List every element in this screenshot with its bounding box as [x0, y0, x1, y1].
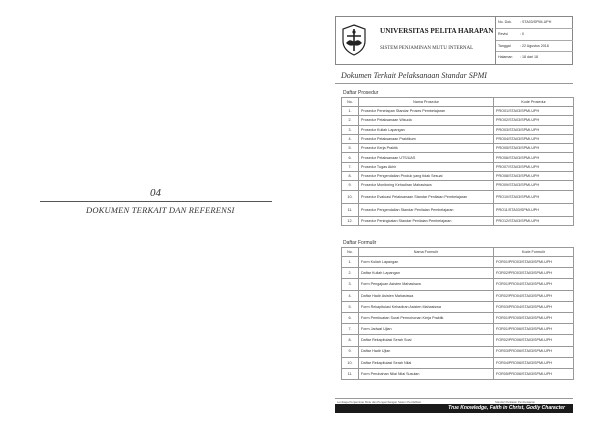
table-row [342, 181, 574, 190]
row-name: Daftar Rekapitulasi Serah Soal [359, 335, 494, 346]
meta-row: Tanggal : 22 Agustus 2018 [496, 41, 573, 53]
row-name: Prosedur Pengendalian Produk yang tidak Sesuai [359, 172, 494, 181]
procedure-section-title: Daftar Prosedur [343, 90, 379, 96]
row-number: 10. [342, 190, 359, 203]
chapter-number: 04 [150, 187, 161, 199]
meta-row: No. Dok. : STA03/SPMI-UPH [496, 17, 573, 29]
table-row [342, 290, 574, 301]
chapter-divider [40, 201, 272, 202]
row-name: Daftar Kuliah Lapangan [359, 268, 494, 279]
row-name: Prosedur Pelaksanaan Wisuda [359, 116, 494, 125]
row-number: 3. [342, 279, 359, 290]
footer-institution: Lembaga Penjaminan Mutu dan Pengembangan Sistem Pendidikan [337, 400, 422, 404]
meta-value: 22 Agustus 2018 [522, 43, 549, 48]
row-number: 2. [342, 116, 359, 125]
column-header: Kode Prosedur [494, 98, 574, 107]
table-row [342, 116, 574, 125]
row-name: Daftar Rekapitulasi Serah Nilai [359, 357, 494, 368]
row-code: PRO01/STA03/SPMI-UPH [494, 107, 574, 116]
row-code: FOR03/PRO04/STA03/SPMI-UPH [494, 301, 574, 312]
university-name: UNIVERSITAS PELITA HARAPAN [380, 27, 494, 35]
meta-row: Halaman : 18 dari 18 [496, 52, 573, 64]
row-code: FOR01/PRO04/STA03/SPMI-UPH [494, 279, 574, 290]
row-number: 5. [342, 144, 359, 153]
row-code: FOR03/PRO06/STA03/SPMI-UPH [494, 346, 574, 357]
table-row [342, 107, 574, 116]
row-code: PRO11/STA03/SPMI-UPH [494, 203, 574, 216]
column-header: Nama Formulir [359, 248, 494, 257]
row-name: Prosedur Monitoring Kehadiran Mahasiswa [359, 181, 494, 190]
university-motto: True Knowledge, Faith in Christ, Godly Character [448, 405, 565, 411]
row-code: FOR02/PRO06/STA03/SPMI-UPH [494, 335, 574, 346]
row-number: 8. [342, 172, 359, 181]
table-row [342, 203, 574, 216]
table-header-row [342, 248, 574, 257]
row-number: 6. [342, 153, 359, 162]
meta-label: Halaman [498, 55, 513, 60]
row-name: Daftar Hadir Ujian [359, 346, 494, 357]
row-code: FOR01/PRO06/STA03/SPMI-UPH [494, 324, 574, 335]
row-number: 4. [342, 134, 359, 143]
row-name: Form Pengajuan Asisten Mahasiswa [359, 279, 494, 290]
document-header [335, 16, 573, 65]
table-row [342, 144, 574, 153]
row-code: FOR01/PRO05/STA03/SPMI-UPH [494, 312, 574, 323]
row-code: PRO06/STA03/SPMI-UPH [494, 153, 574, 162]
row-number: 7. [342, 324, 359, 335]
row-name: Form Kuliah Lapangan [359, 257, 494, 268]
table-row [342, 216, 574, 225]
table-row [342, 153, 574, 162]
table-row [342, 125, 574, 134]
row-code: PRO09/STA03/SPMI-UPH [494, 181, 574, 190]
row-number: 6. [342, 312, 359, 323]
meta-value: 18 dari 18 [522, 55, 538, 60]
row-number: 9. [342, 181, 359, 190]
footer-standard: Standar Penilaian Pembelajaran [495, 400, 536, 404]
table-row [342, 190, 574, 203]
table-row [342, 162, 574, 171]
row-code: FOR04/PRO06/STA03/SPMI-UPH [494, 357, 574, 368]
row-code: FOR05/PRO06/STA03/SPMI-UPH [494, 368, 574, 379]
row-name: Form Rekapitulasi Kehadiran Asisten Mahasiswa [359, 301, 494, 312]
row-number: 1. [342, 107, 359, 116]
row-code: FOR02/PRO03/STA03/SPMI-UPH [494, 268, 574, 279]
row-name: Prosedur Pelaksanaan UTS/UAS [359, 153, 494, 162]
table-row [342, 279, 574, 290]
row-number: 4. [342, 290, 359, 301]
row-name: Prosedur Tugas Akhir [359, 162, 494, 171]
meta-value: STA03/SPMI-UPH [522, 20, 552, 24]
row-code: PRO04/STA03/SPMI-UPH [494, 134, 574, 143]
table-row [342, 301, 574, 312]
row-name: Form Jadwal Ujian [359, 324, 494, 335]
table-row [342, 268, 574, 279]
row-name: Prosedur Evaluasi Pelaksanaan Standar Penilaian Pembelajaran [359, 190, 494, 203]
table-row [342, 357, 574, 368]
column-header: Nama Prosedur [359, 98, 494, 107]
row-number: 5. [342, 301, 359, 312]
meta-label: Tanggal [498, 43, 511, 48]
row-name: Form Perubahan Nilai Nilai Susulan [359, 368, 494, 379]
table-row [342, 335, 574, 346]
form-section-title: Daftar Formulir [343, 240, 377, 246]
row-number: 3. [342, 125, 359, 134]
table-header-row [342, 98, 574, 107]
row-number: 11. [342, 368, 359, 379]
title-divider [335, 83, 573, 84]
row-code: PRO03/STA03/SPMI-UPH [494, 125, 574, 134]
meta-label: Revisi [498, 31, 508, 36]
table-row [342, 346, 574, 357]
row-name: Form Pembuatan Surat Permohonan Kerja Praktik [359, 312, 494, 323]
chapter-title: DOKUMEN TERKAIT DAN REFERENSI [86, 205, 235, 215]
row-number: 11. [342, 203, 359, 216]
column-header: No. [342, 98, 359, 107]
meta-row: Revisi : 0 [496, 29, 573, 41]
row-number: 10. [342, 357, 359, 368]
procedure-table [341, 97, 574, 226]
row-code: PRO02/STA03/SPMI-UPH [494, 116, 574, 125]
row-number: 2. [342, 268, 359, 279]
document-title: Dokumen Terkait Pelaksanaan Standar SPMI [341, 71, 487, 80]
row-name: Prosedur Peningkatan Standar Penilaian Pembelajaran [359, 216, 494, 225]
table-row [342, 312, 574, 323]
row-number: 1. [342, 257, 359, 268]
row-code: FOR01/PRO03/STA03/SPMI-UPH [494, 257, 574, 268]
row-code: FOR02/PRO04/STA03/SPMI-UPH [494, 290, 574, 301]
row-number: 9. [342, 346, 359, 357]
table-row [342, 257, 574, 268]
table-row [342, 172, 574, 181]
row-name: Prosedur Kuliah Lapangan [359, 125, 494, 134]
table-row [342, 134, 574, 143]
row-number: 7. [342, 162, 359, 171]
row-name: Prosedur Pelaksanaan Praktikum [359, 134, 494, 143]
footer-divider [335, 398, 573, 399]
row-name: Prosedur Penetapan Standar Proses Pembelajaran [359, 107, 494, 116]
row-number: 8. [342, 335, 359, 346]
university-logo-icon [340, 23, 368, 57]
row-code: PRO05/STA03/SPMI-UPH [494, 144, 574, 153]
system-name: SISTEM PENJAMINAN MUTU INTERNAL [380, 46, 474, 51]
row-name: Prosedur Pengendalian Standar Penilaian Pembelajaran [359, 203, 494, 216]
row-code: PRO10/STA03/SPMI-UPH [494, 190, 574, 203]
row-number: 12. [342, 216, 359, 225]
right-page [335, 16, 573, 411]
table-row [342, 324, 574, 335]
row-code: PRO12/STA03/SPMI-UPH [494, 216, 574, 225]
footer-bar [335, 404, 573, 413]
meta-label: No. Dok. [498, 20, 512, 24]
form-table [341, 247, 574, 380]
column-header: No. [342, 248, 359, 257]
table-row [342, 368, 574, 379]
row-name: Daftar Hadir Asisten Mahasiswa [359, 290, 494, 301]
row-code: PRO08/STA03/SPMI-UPH [494, 172, 574, 181]
column-header: Kode Formulir [494, 248, 574, 257]
row-name: Prosedur Kerja Praktik [359, 144, 494, 153]
row-code: PRO07/STA03/SPMI-UPH [494, 162, 574, 171]
meta-value: 0 [522, 31, 524, 36]
